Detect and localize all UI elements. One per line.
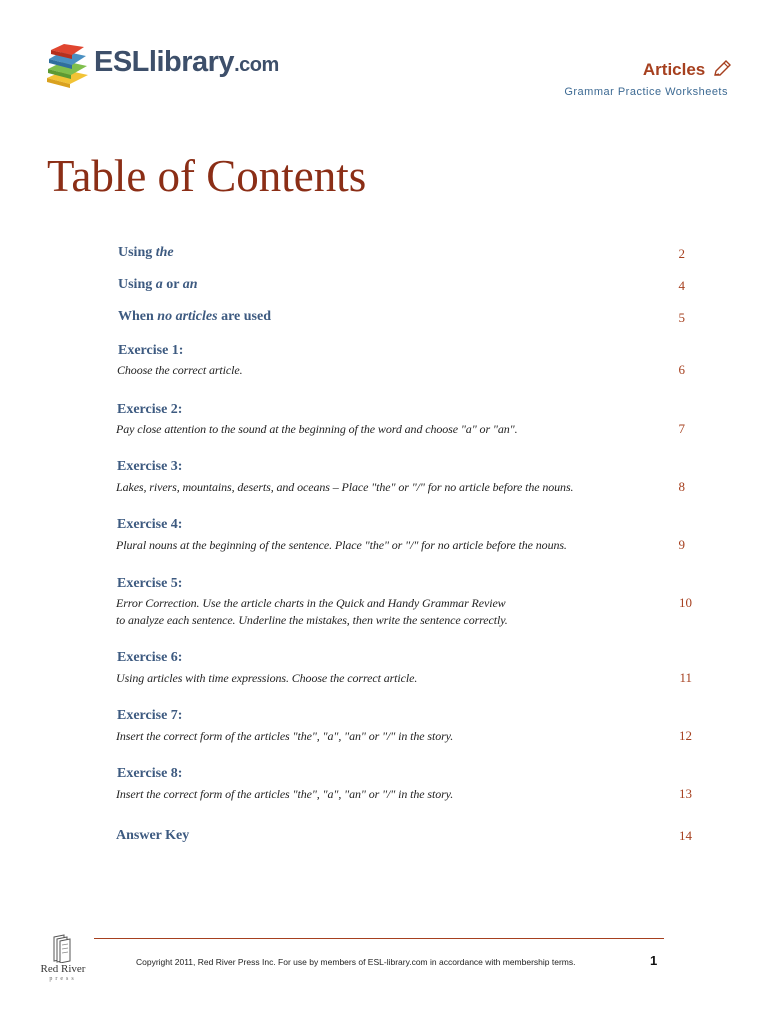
- topic-title: [643, 60, 732, 80]
- exercise-7-label[interactable]: Exercise 7:: [117, 708, 183, 723]
- exercise-5-label[interactable]: Exercise 5:: [117, 576, 183, 591]
- toc-word: or: [166, 277, 180, 292]
- exercise-7-page[interactable]: 12: [679, 728, 692, 743]
- exercise-4-label[interactable]: Exercise 4:: [117, 517, 183, 532]
- toc-item-using-the[interactable]: [118, 245, 174, 261]
- exercise-5-description-line-1: Error Correction. Use the article charts in the Quick and Handy Grammar Review: [116, 596, 506, 610]
- header-subtitle: Grammar Practice Worksheets: [564, 86, 728, 98]
- toc-item-no-articles[interactable]: [118, 309, 271, 325]
- exercise-3-page[interactable]: 8: [678, 479, 685, 494]
- exercise-5-page[interactable]: 10: [679, 595, 692, 610]
- pencil-icon: [712, 60, 732, 78]
- exercise-2-page[interactable]: 7: [678, 421, 685, 436]
- page-title: Table of Contents: [47, 151, 367, 201]
- exercise-1-description: Choose the correct article.: [117, 363, 243, 377]
- exercise-2-description: Pay close attention to the sound at the beginning of the word and choose "a" or "an".: [116, 422, 518, 436]
- toc-page-number[interactable]: 4: [678, 278, 685, 293]
- exercise-7-description: Insert the correct form of the articles "the", "a", "an" or "/" in the story.: [116, 729, 454, 743]
- publisher-subtitle: press: [49, 976, 77, 982]
- exercise-8-page[interactable]: 13: [679, 786, 692, 801]
- toc-page-number[interactable]: 5: [678, 310, 685, 325]
- logo-text-tld: .com: [234, 54, 279, 76]
- pages-icon: [40, 933, 86, 963]
- toc-page-number[interactable]: 2: [678, 246, 685, 261]
- logo-text-main: ESLlibrary: [94, 46, 235, 78]
- toc-word: Using: [118, 245, 153, 260]
- toc-word: are used: [221, 309, 271, 324]
- toc-article: a: [155, 277, 163, 292]
- answer-key-label[interactable]: Answer Key: [116, 828, 190, 843]
- toc-article: the: [155, 245, 174, 260]
- exercise-1-label[interactable]: Exercise 1:: [118, 343, 184, 358]
- exercise-8-description: Insert the correct form of the articles "the", "a", "an" or "/" in the story.: [116, 787, 454, 801]
- toc-word: Using: [118, 277, 153, 292]
- toc-article: no articles: [157, 309, 218, 324]
- exercise-3-label[interactable]: Exercise 3:: [117, 459, 183, 474]
- copyright-notice: Copyright 2011, Red River Press Inc. For use by members of ESL-library.com in accordance with membership terms.: [136, 957, 576, 967]
- exercise-5-description-line-2: to analyze each sentence. Underline the mistakes, then write the sentence correctly.: [116, 613, 508, 627]
- topic-label: Articles: [642, 60, 706, 79]
- exercise-6-description: Using articles with time expressions. Choose the correct article.: [116, 671, 418, 685]
- exercise-8-label[interactable]: Exercise 8:: [117, 766, 183, 781]
- exercise-4-page[interactable]: 9: [678, 537, 685, 552]
- esl-library-logo: [44, 42, 284, 92]
- red-river-press-logo: [40, 933, 86, 985]
- exercise-3-description: Lakes, rivers, mountains, deserts, and oceans – Place "the" or "/" for no article before the nouns.: [116, 480, 574, 494]
- publisher-name: Red River: [40, 963, 86, 975]
- toc-item-using-a-an[interactable]: [118, 277, 198, 293]
- toc-word: When: [118, 309, 154, 324]
- books-stack-icon: [44, 44, 90, 90]
- page-number: 1: [650, 953, 658, 968]
- exercise-6-label[interactable]: Exercise 6:: [117, 650, 183, 665]
- exercise-1-page[interactable]: 6: [678, 362, 685, 377]
- exercise-4-description: Plural nouns at the beginning of the sentence. Place "the" or "/" for no article before the nouns.: [116, 538, 567, 552]
- toc-article: an: [182, 277, 198, 292]
- exercise-2-label[interactable]: Exercise 2:: [117, 402, 183, 417]
- answer-key-page[interactable]: 14: [679, 828, 692, 843]
- exercise-6-page[interactable]: 11: [679, 670, 692, 685]
- footer-divider: [94, 938, 664, 939]
